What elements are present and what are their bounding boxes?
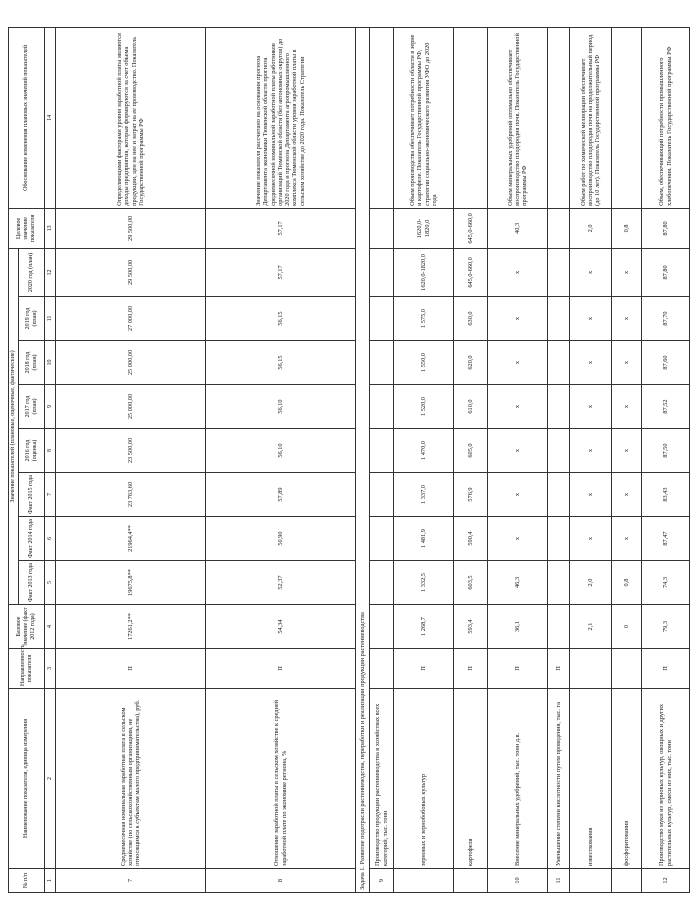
header-year: Факт 2013 года: [19, 561, 45, 605]
reason-text: [548, 27, 570, 208]
year-value: 1 332,5: [394, 561, 454, 605]
direction-cell: П: [206, 649, 356, 689]
target-value: 40,3: [488, 208, 548, 248]
row-number: 9: [370, 869, 394, 893]
year-value: 29 500,00: [56, 248, 206, 296]
row-number: 7: [56, 869, 206, 893]
year-value: 0,8: [612, 561, 642, 605]
indicator-name: зерновых и зернобобовых культур: [394, 689, 454, 869]
year-value: 87,70: [642, 297, 690, 341]
year-value: 46,3: [488, 561, 548, 605]
reason-text: Определяющими факторами уровня заработной платы являются доходы предприятия, которые формируются за счет объема продукции, цен на нее и затрат на ее производство. Показатель Государственной программы РФ: [56, 27, 206, 208]
indicator-name: Производство продукции растениеводства в хозяйствах всех категорий, тыс. тонн: [370, 689, 394, 869]
year-value: [548, 297, 570, 341]
row-number: 11: [548, 869, 570, 893]
base-value: [548, 605, 570, 649]
year-value: [548, 517, 570, 561]
year-value: х: [488, 297, 548, 341]
year-value: 57,17: [206, 248, 356, 296]
col-number: 8: [45, 429, 56, 473]
year-value: х: [570, 248, 612, 296]
year-value: х: [488, 517, 548, 561]
reason-text: Значение показателя рассчитано на основании прогноза Департамента экономики Тюменской области прогноза среднемесячной номинальной заработной платы работников организаций Тюменской области (без автономных округов) до 2020 года и прогноза Департамента агропромышленного комплекса Тюменской области уровня заработной платы в сельском хозяйстве до 2020 года. Показатель Стратегии: [206, 27, 356, 208]
base-value: 2,1: [570, 605, 612, 649]
year-value: [548, 473, 570, 517]
year-value: 87,80: [642, 248, 690, 296]
row-number: 10: [488, 869, 548, 893]
year-value: 25 000,00: [56, 341, 206, 385]
target-value: 1620,0-1820,0: [394, 208, 454, 248]
year-value: х: [612, 517, 642, 561]
table-row: [394, 27, 454, 892]
year-value: х: [570, 341, 612, 385]
year-value: 57,89: [206, 473, 356, 517]
direction-cell: [370, 649, 394, 689]
base-value: [370, 605, 394, 649]
year-value: х: [570, 297, 612, 341]
target-value: [548, 208, 570, 248]
year-value: 56,10: [206, 429, 356, 473]
row-number: 8: [206, 869, 356, 893]
table-row: [454, 27, 488, 892]
direction-cell: [612, 649, 642, 689]
direction-cell: [570, 649, 612, 689]
task-heading: Задача 1. Развитие подотрасли растениеводства, переработки и реализации продукции растениеводства: [356, 27, 370, 892]
indicator-name: Отношение заработной платы в сельском хозяйстве к средней заработной плате по экономике региона, %: [206, 689, 356, 869]
direction-cell: П: [642, 649, 690, 689]
base-value: 593,4: [454, 605, 488, 649]
year-value: х: [570, 517, 612, 561]
year-value: [548, 561, 570, 605]
table-row: [642, 27, 690, 892]
direction-cell: П: [488, 649, 548, 689]
header-reason: Обоснование изменения плановых значений показателей: [9, 27, 45, 208]
target-value: 87,80: [642, 208, 690, 248]
header-target: Целевое значение показателя: [9, 208, 45, 248]
year-value: х: [488, 385, 548, 429]
header-base: Базовое значение (факт 2012 года): [9, 605, 45, 649]
header-year: 2020 год (план): [19, 248, 45, 296]
col-number: 10: [45, 341, 56, 385]
year-value: 1620,0-1820,0: [394, 248, 454, 296]
year-value: х: [612, 385, 642, 429]
row-number: [570, 869, 612, 893]
year-value: [370, 517, 394, 561]
target-value: 0,8: [612, 208, 642, 248]
col-number: 1: [45, 869, 56, 893]
table-row: [206, 27, 356, 892]
col-number: 13: [45, 208, 56, 248]
year-value: х: [612, 429, 642, 473]
base-value: 79,3: [642, 605, 690, 649]
year-value: 52,37: [206, 561, 356, 605]
year-value: х: [570, 473, 612, 517]
year-value: 74,3: [642, 561, 690, 605]
year-value: х: [488, 341, 548, 385]
indicator-name: Производство муки из зерновых культур, овощных и других растительных культур, смеси из них, тыс. тонн: [642, 689, 690, 869]
column-number-row: [45, 27, 56, 892]
direction-cell: П: [548, 649, 570, 689]
year-value: 21964,4**: [56, 517, 206, 561]
table-row: [370, 27, 394, 892]
year-value: 1 520,0: [394, 385, 454, 429]
year-value: х: [612, 341, 642, 385]
header-name: Наименование показателя, единица измерения: [9, 689, 45, 869]
year-value: [370, 341, 394, 385]
col-number: 12: [45, 248, 56, 296]
col-number: 3: [45, 649, 56, 689]
year-value: х: [570, 429, 612, 473]
year-value: 19675,8**: [56, 561, 206, 605]
base-value: 54,34: [206, 605, 356, 649]
year-value: 87,50: [642, 429, 690, 473]
year-value: 27 000,00: [56, 297, 206, 341]
year-value: 645,0-660,0: [454, 248, 488, 296]
table-row: [488, 27, 548, 892]
year-value: 630,0: [454, 297, 488, 341]
target-value: 29 500,00: [56, 208, 206, 248]
year-value: 87,47: [642, 517, 690, 561]
year-value: 590,4: [454, 517, 488, 561]
target-value: 2,0: [570, 208, 612, 248]
indicator-name: Внесение минеральных удобрений, тыс. тонн д.в.: [488, 689, 548, 869]
year-value: [548, 341, 570, 385]
year-value: 87,52: [642, 385, 690, 429]
header-year: Факт 2014 года: [19, 517, 45, 561]
indicator-name: известкования: [570, 689, 612, 869]
reason-text: Объем минеральных удобрений оптимально обеспечивает воспроизводство плодородия почв. Показатель Государственной программы РФ: [488, 27, 548, 208]
year-value: [548, 385, 570, 429]
col-number: 7: [45, 473, 56, 517]
reason-text: [612, 27, 642, 208]
year-value: 56,10: [206, 385, 356, 429]
year-value: 2,0: [570, 561, 612, 605]
year-value: [370, 561, 394, 605]
table-row: [570, 27, 612, 892]
year-value: х: [488, 429, 548, 473]
header-year: 2016 год (оценка): [19, 429, 45, 473]
year-value: [370, 473, 394, 517]
year-value: х: [570, 385, 612, 429]
indicator-name: Среднемесячная номинальная заработная плата в сельском хозяйстве (по сельскохозяйственным организациям, не относящимся к субъектам малого предпринимательства), руб.: [56, 689, 206, 869]
year-value: 1 550,0: [394, 341, 454, 385]
year-value: 1 470,0: [394, 429, 454, 473]
year-value: 605,0: [454, 429, 488, 473]
year-value: 56,15: [206, 341, 356, 385]
header-values-group: Значение показателей (плановые, оценочные, фактические): [9, 248, 19, 604]
year-value: х: [488, 473, 548, 517]
header-year: 2017 год (план): [19, 385, 45, 429]
reason-text: Объем производства обеспечивает потребности области в зерне и картофеле. Показатель Государственной программы РФ, стратегии социально-экономического развития УФО до 2020 года: [394, 27, 454, 208]
reason-text: [370, 27, 394, 208]
header-num: № п/п: [9, 869, 45, 893]
year-value: 576,9: [454, 473, 488, 517]
base-value: 36,1: [488, 605, 548, 649]
col-number: 6: [45, 517, 56, 561]
year-value: 87,60: [642, 341, 690, 385]
header-year: Факт 2015 года: [19, 473, 45, 517]
indicator-name: фосфоритования: [612, 689, 642, 869]
year-value: [548, 429, 570, 473]
base-value: 0: [612, 605, 642, 649]
year-value: 23 500,00: [56, 429, 206, 473]
year-value: х: [612, 248, 642, 296]
indicator-name: картофеля: [454, 689, 488, 869]
year-value: 50,90: [206, 517, 356, 561]
row-number: [454, 869, 488, 893]
year-value: [548, 248, 570, 296]
row-number: [394, 869, 454, 893]
col-number: 5: [45, 561, 56, 605]
indicators-table: [8, 27, 690, 893]
year-value: 1 481,9: [394, 517, 454, 561]
target-value: 645,0-660,0: [454, 208, 488, 248]
year-value: 56,15: [206, 297, 356, 341]
year-value: [370, 248, 394, 296]
year-value: х: [612, 473, 642, 517]
base-value: 1 268,7: [394, 605, 454, 649]
year-value: х: [612, 297, 642, 341]
header-year: 2019 год (план): [19, 297, 45, 341]
target-value: [370, 208, 394, 248]
col-number: 4: [45, 605, 56, 649]
row-number: 12: [642, 869, 690, 893]
col-number: 2: [45, 689, 56, 869]
year-value: х: [488, 248, 548, 296]
year-value: 83,43: [642, 473, 690, 517]
direction-cell: П: [454, 649, 488, 689]
year-value: 1 575,0: [394, 297, 454, 341]
year-value: 23 763,60: [56, 473, 206, 517]
year-value: 603,5: [454, 561, 488, 605]
row-number: [612, 869, 642, 893]
year-value: 620,0: [454, 341, 488, 385]
direction-cell: П: [56, 649, 206, 689]
table-row: [548, 27, 570, 892]
year-value: 1 337,0: [394, 473, 454, 517]
year-value: [370, 297, 394, 341]
table-row: [612, 27, 642, 892]
indicator-name: Уменьшение степени кислотности путем проведения, тыс. га: [548, 689, 570, 869]
table-row: [56, 27, 206, 892]
col-number: 11: [45, 297, 56, 341]
year-value: 25 000,00: [56, 385, 206, 429]
year-value: [370, 429, 394, 473]
col-number: 14: [45, 27, 56, 208]
base-value: 17261,2**: [56, 605, 206, 649]
header-year: 2018 год (план): [19, 341, 45, 385]
reason-text: Объем работ по химической мелиорации обеспечивает воспроизводство плодородия почв на продолжительный период (до 10 лет). Показатель Государственной программы РФ: [570, 27, 612, 208]
reason-text: [454, 27, 488, 208]
col-number: 9: [45, 385, 56, 429]
year-value: [370, 385, 394, 429]
reason-text: Объем, обеспечивающий потребности промышленного хлебопечения. Показатель Государственной программы РФ: [642, 27, 690, 208]
year-value: 610,0: [454, 385, 488, 429]
target-value: 57,17: [206, 208, 356, 248]
header-direction: Направленность показателя: [9, 649, 45, 689]
direction-cell: П: [394, 649, 454, 689]
